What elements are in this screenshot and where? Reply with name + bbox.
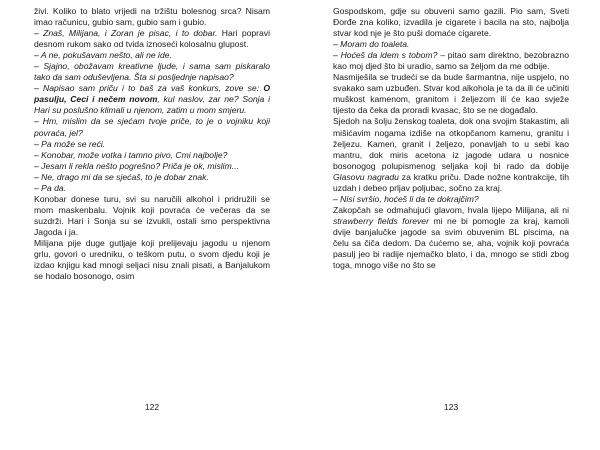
paragraph	[34, 238, 270, 282]
paragraph	[34, 139, 270, 150]
text-run: – Konobar, može votka i tamno pivo, Cmi najbolje?	[34, 149, 228, 160]
text-run: – Jesam li rekla nešto pogrešno? Priča je ok, mislim...	[34, 160, 239, 171]
text-run: Zakopčah se odmahujući glavom, hvala lijepo Milijana, ali ni	[333, 204, 569, 215]
paragraph	[34, 28, 270, 50]
page-number-left: 122	[144, 402, 160, 412]
paragraph	[333, 39, 569, 50]
paragraph	[34, 183, 270, 194]
right-page	[333, 6, 569, 271]
text-run: – Ne, drago mi da se sjećaš, to je dobar znak.	[34, 171, 209, 182]
text-run: – Moram do toaleta.	[333, 39, 410, 50]
text-run: – Napisao sam priču i to baš za vaš konkurs, zove se:	[34, 83, 264, 94]
left-page	[34, 6, 270, 282]
text-run: Gospodskom, gdje su obuveni samo gazili. Pio sam, Sveti Đorđe zna koliko, izvadila je cigarete i bacila na sto, najbolja stvar kod nje je što puši domaće cigarete.	[333, 6, 569, 39]
text-run: za kratku priču. Dade nožne kontrakcije, tih uzdah i debeo prljav poljubac, sočno za kraj.	[333, 171, 569, 193]
text-run: mi ne bi pomogle za kraj, kamoli dvije banjalučke jagode sa svim obuvenim BL piscima, na čelu sa čiča dedom. Da ćućemo se, aha, vojnik koji povraća pasulj jeo bi radije njemačko blato, i da, mnogo se stidi zbog toga, mnogo više no što se	[333, 215, 569, 271]
text-run: – Hm, mislim da se sjećam tvoje priče, to je o vojniku koji povraća, jel?	[34, 116, 270, 138]
text-run: – Pa da.	[34, 182, 67, 193]
paragraph	[34, 6, 270, 28]
text-run: Nasmiješila se trudeći se da bude šarmantna, nije uspjelo, no svakako sam uzbuđen. Stvar kod alkohola je ta da ili će učiniti muškost kamenom, granitom i željezom ili će kao svježe tijesto da čeka da proradi kvasac, što se ne događalo.	[333, 72, 569, 116]
paragraph	[333, 50, 569, 72]
text-run: Konobar donese turu, svi su naručili alkohol i pridružili se mom maskenbalu. Vojnik koji povraća će večeras da se suzdrži. Hari i Sonja su se izvukli, ostali smo perspektivna Jagoda i ja.	[34, 193, 270, 237]
page-number-right: 123	[443, 402, 459, 412]
text-run: – Hoćeš da idem s tobom?	[333, 50, 438, 61]
paragraph	[333, 72, 569, 116]
text-run: , kul naslov, zar ne? Sonja i Hari su poslušno klimali u njenom, zatim u mom smjeru.	[34, 94, 270, 116]
text-run: – A ne, pokušavam nešto, ali ne ide.	[34, 50, 172, 61]
text-run: – pitao sam direktno, bezobrazno kao moj djed što bi uradio, samo sa željom da me odbije.	[333, 50, 569, 72]
paragraph	[333, 6, 569, 39]
text-run: O pasulju, Ceci i nečem novom	[34, 83, 270, 105]
text-run: Hari popravi desnom rukom sako od tvida iznoseći kolosalnu glupost.	[34, 28, 271, 50]
paragraph	[34, 50, 270, 61]
text-run: Sjedoh na šolju ženskog toaleta, dok ona svojim štakastim, ali mišićavim nogama izdiše na otkopčanom kamenu, granitu i željezu. Kamen, granit i željezo, ponavljah to u sebi kao mantru, dok miris acetona iz jagode udara u nosnice bosonogog polupismenog seljaka koji bi rado da dobije	[333, 116, 569, 171]
text-run: – Znaš, Milijana, i Zoran je pisac, i to dobar.	[34, 28, 218, 39]
paragraph	[34, 172, 270, 183]
paragraph	[34, 161, 270, 172]
text-run: Milijana pije duge gutljaje koji prelijevaju jagodu u njenom grlu, govori o uredniku, o teškom putu, o svom djedu koji je izdao knjigu kad mnogi seljaci nisu znali pisati, a Banjalukom se hodalo bosonogo, osim	[34, 237, 270, 282]
text-run: Glasovu nagradu	[333, 171, 399, 182]
text-run: živi. Koliko to blato vrijedi na tržištu bolesnog srca? Nisam imao računicu, gubio sam, gubio sam i gubio.	[34, 6, 270, 28]
text-run: – Pa može se reći.	[34, 138, 106, 149]
paragraph	[34, 83, 270, 116]
paragraph	[34, 61, 270, 83]
text-run: strawberry fields forever	[333, 215, 429, 226]
paragraph	[34, 150, 270, 161]
paragraph	[333, 205, 569, 271]
text-run: – Nisi svršio, hoćeš li da te dokrajčim?	[333, 193, 479, 204]
paragraph	[333, 194, 569, 205]
paragraph	[34, 194, 270, 238]
text-run: – Sjajno, obožavam kreativne ljude, i sama sam piskaralo tako da sam oduševljena. Šta si posljednje napisao?	[34, 61, 270, 83]
paragraph	[333, 116, 569, 193]
paragraph	[34, 116, 270, 138]
